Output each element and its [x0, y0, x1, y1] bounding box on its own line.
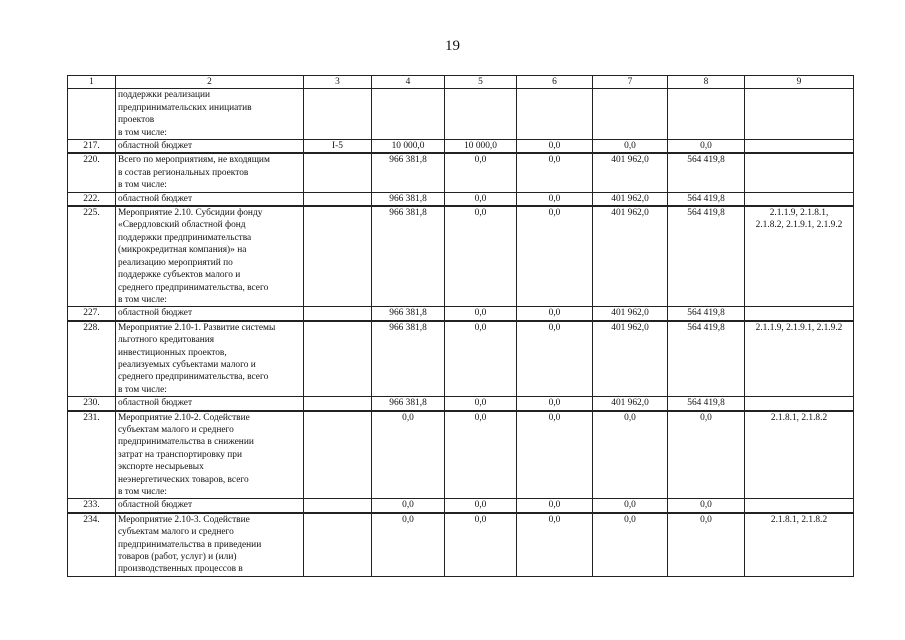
row-number-cell-text: 234. [83, 514, 100, 525]
row-value-col7-cell-text: 0,0 [624, 500, 636, 511]
row-value-col8-cell-text: 0,0 [700, 500, 712, 511]
row-value-col8-cell-text: 564 419,8 [687, 193, 725, 204]
row-value-col7-cell [593, 513, 668, 577]
row-value-col5-cell-text: 0,0 [474, 322, 487, 333]
row-number-cell-text: 222. [83, 193, 100, 204]
table-row [68, 499, 854, 513]
header-cell-7: 7 [593, 76, 668, 89]
row-value-col5-cell [445, 307, 517, 321]
row-name-cell [116, 411, 304, 499]
row-value-col4-cell-text: 966 381,8 [389, 208, 427, 219]
row-number-cell [68, 411, 116, 499]
table-row [68, 89, 854, 140]
table-header-row [68, 76, 854, 89]
row-value-col7-cell [593, 397, 668, 411]
row-value-col7-cell [593, 153, 668, 192]
row-number-cell [68, 140, 116, 154]
table-row [68, 397, 854, 411]
row-value-col6-cell-text: 0,0 [548, 141, 561, 152]
row-value-col4-cell-text: 10 000,0 [391, 141, 425, 152]
row-value-col7-cell-text: 401 962,0 [611, 193, 649, 204]
row-value-col5-cell-text: 10 000,0 [464, 141, 497, 152]
row-number-cell [68, 89, 116, 140]
row-value-col8-cell-text: 564 419,8 [687, 208, 725, 219]
row-number-cell [68, 397, 116, 411]
row-value-col6-cell-text: 0,0 [548, 155, 561, 166]
row-links-cell-text: 2.1.8.1, 2.1.8.2 [770, 514, 828, 525]
row-value-col5-cell-text: 0,0 [474, 208, 487, 219]
row-value-col5-cell [445, 140, 517, 154]
row-number-cell [68, 153, 116, 192]
row-value-col7-cell [593, 411, 668, 499]
row-value-col6-cell [517, 499, 593, 513]
row-name-cell [116, 140, 304, 154]
row-value-col4-cell [372, 499, 445, 513]
row-links-cell [745, 411, 854, 499]
row-value-col8-cell-text: 0,0 [700, 412, 712, 423]
row-number-cell-text: 227. [83, 308, 100, 319]
row-name-cell-text: областной бюджет [118, 141, 193, 152]
row-value-col8-cell [668, 89, 745, 140]
row-value-col6-cell-text: 0,0 [548, 398, 561, 409]
row-name-cell-text: Мероприятие 2.10. Субсидии фонду «Свердловский областной фонд поддержки предпринимательства (микрокредитная компания)» на реализацию мероприятий по поддержке субъектов малого и среднего предпринимательства, всего в том числе: [118, 208, 269, 305]
row-number-cell-text: 225. [83, 208, 100, 219]
row-value-col5-cell-text: 0,0 [474, 193, 487, 204]
row-value-col7-cell [593, 307, 668, 321]
budget-table [67, 75, 854, 577]
row-value-col7-cell-text: 401 962,0 [611, 208, 649, 219]
row-name-cell [116, 206, 304, 307]
row-value-col4-cell-text: 0,0 [402, 412, 414, 423]
row-links-cell [745, 192, 854, 206]
row-name-cell [116, 513, 304, 577]
row-links-cell [745, 499, 854, 513]
row-value-col8-cell [668, 397, 745, 411]
row-value-col4-cell-text: 0,0 [402, 500, 414, 511]
row-value-col4-cell [372, 206, 445, 307]
row-code-cell [304, 499, 372, 513]
row-value-col5-cell-text: 0,0 [474, 308, 487, 319]
row-value-col4-cell [372, 397, 445, 411]
row-value-col4-cell [372, 192, 445, 206]
row-value-col8-cell-text: 564 419,8 [687, 398, 725, 409]
table-row [68, 206, 854, 307]
row-name-cell [116, 397, 304, 411]
row-name-cell-text: Мероприятие 2.10-3. Содействие субъектам малого и среднего предпринимательства в приведении товаров (работ, услуг) и (или) производственных процессов в [118, 514, 262, 575]
row-value-col8-cell [668, 321, 745, 397]
row-value-col4-cell-text: 966 381,8 [389, 322, 427, 333]
row-value-col4-cell-text: 0,0 [402, 514, 414, 525]
row-name-cell-text: поддержки реализации предпринимательских инициатив проектов в том числе: [118, 90, 252, 138]
header-cell-4: 4 [372, 76, 445, 89]
header-cell-9: 9 [745, 76, 854, 89]
row-number-cell [68, 192, 116, 206]
row-value-col7-cell-text: 401 962,0 [611, 308, 649, 319]
row-name-cell [116, 499, 304, 513]
row-value-col7-cell-text: 401 962,0 [611, 322, 649, 333]
header-cell-5: 5 [445, 76, 517, 89]
row-name-cell-text: областной бюджет [118, 193, 193, 204]
row-value-col6-cell [517, 513, 593, 577]
row-value-col7-cell [593, 192, 668, 206]
table-row [68, 153, 854, 192]
table-row [68, 513, 854, 577]
row-value-col8-cell [668, 206, 745, 307]
row-value-col5-cell [445, 153, 517, 192]
row-value-col5-cell [445, 499, 517, 513]
table-row [68, 307, 854, 321]
row-value-col6-cell [517, 192, 593, 206]
row-value-col5-cell-text: 0,0 [474, 155, 487, 166]
row-links-cell-text: 2.1.8.1, 2.1.8.2 [770, 412, 828, 423]
row-value-col7-cell [593, 206, 668, 307]
row-value-col8-cell [668, 192, 745, 206]
row-value-col4-cell [372, 411, 445, 499]
row-value-col6-cell [517, 153, 593, 192]
row-value-col7-cell [593, 321, 668, 397]
row-value-col4-cell-text: 966 381,8 [389, 308, 427, 319]
row-number-cell [68, 206, 116, 307]
row-value-col6-cell [517, 321, 593, 397]
row-value-col5-cell [445, 192, 517, 206]
row-links-cell [745, 89, 854, 140]
row-links-cell [745, 513, 854, 577]
row-value-col7-cell-text: 0,0 [624, 141, 636, 152]
row-code-cell-text: I-5 [332, 141, 343, 152]
row-name-cell [116, 321, 304, 397]
row-value-col8-cell [668, 153, 745, 192]
table-row [68, 321, 854, 397]
row-code-cell [304, 153, 372, 192]
row-number-cell-text: 228. [83, 322, 100, 333]
row-value-col6-cell [517, 140, 593, 154]
row-value-col7-cell [593, 89, 668, 140]
row-number-cell-text: 220. [83, 155, 100, 166]
row-code-cell [304, 513, 372, 577]
row-value-col8-cell-text: 564 419,8 [687, 322, 725, 333]
header-cell-6: 6 [517, 76, 593, 89]
row-code-cell [304, 307, 372, 321]
row-value-col5-cell [445, 513, 517, 577]
row-value-col7-cell-text: 401 962,0 [611, 398, 649, 409]
row-number-cell-text: 233. [83, 500, 100, 511]
row-value-col8-cell-text: 0,0 [700, 514, 712, 525]
row-links-cell-text: 2.1.1.9, 2.1.8.1, 2.1.8.2, 2.1.9.1, 2.1.9.2 [755, 208, 843, 231]
row-value-col6-cell [517, 307, 593, 321]
row-value-col5-cell [445, 411, 517, 499]
row-value-col6-cell [517, 411, 593, 499]
row-code-cell [304, 140, 372, 154]
row-value-col8-cell-text: 564 419,8 [687, 308, 725, 319]
row-value-col7-cell [593, 499, 668, 513]
table-row [68, 411, 854, 499]
row-value-col8-cell-text: 0,0 [700, 141, 712, 152]
row-value-col5-cell [445, 206, 517, 307]
row-value-col7-cell [593, 140, 668, 154]
row-value-col6-cell-text: 0,0 [548, 500, 561, 511]
row-code-cell [304, 411, 372, 499]
row-value-col6-cell-text: 0,0 [548, 308, 561, 319]
row-links-cell [745, 206, 854, 307]
row-value-col7-cell-text: 0,0 [624, 412, 636, 423]
row-value-col5-cell [445, 321, 517, 397]
row-links-cell [745, 307, 854, 321]
row-code-cell [304, 321, 372, 397]
row-value-col6-cell-text: 0,0 [548, 514, 561, 525]
row-code-cell [304, 397, 372, 411]
row-value-col5-cell [445, 89, 517, 140]
row-value-col6-cell-text: 0,0 [548, 208, 561, 219]
row-value-col8-cell [668, 411, 745, 499]
row-value-col8-cell [668, 140, 745, 154]
row-name-cell-text: областной бюджет [118, 398, 193, 409]
row-name-cell-text: Мероприятие 2.10-1. Развитие системы льготного кредитования инвестиционных проектов, реализуемых субъектами малого и среднего предпринимательства, всего в том числе: [118, 322, 276, 395]
row-name-cell-text: областной бюджет [118, 500, 193, 511]
row-value-col6-cell [517, 89, 593, 140]
header-cell-8: 8 [668, 76, 745, 89]
header-cell-2: 2 [116, 76, 304, 89]
row-value-col7-cell-text: 401 962,0 [611, 155, 649, 166]
row-value-col5-cell-text: 0,0 [474, 514, 487, 525]
row-name-cell-text: Всего по мероприятиям, не входящим в состав региональных проектов в том числе: [118, 155, 270, 191]
row-value-col4-cell [372, 307, 445, 321]
row-number-cell [68, 321, 116, 397]
row-value-col8-cell [668, 307, 745, 321]
row-number-cell [68, 513, 116, 577]
row-value-col5-cell-text: 0,0 [474, 500, 487, 511]
row-value-col5-cell-text: 0,0 [474, 412, 487, 423]
header-cell-1: 1 [68, 76, 116, 89]
row-value-col6-cell-text: 0,0 [548, 412, 561, 423]
row-name-cell-text: областной бюджет [118, 308, 193, 319]
row-value-col5-cell [445, 397, 517, 411]
row-value-col4-cell [372, 140, 445, 154]
row-value-col8-cell [668, 499, 745, 513]
row-name-cell-text: Мероприятие 2.10-2. Содействие субъектам малого и среднего предпринимательства в снижении затрат на транспортировку при экспорте несырьевых неэнергетических товаров, всего в том числе: [118, 412, 254, 497]
row-value-col7-cell-text: 0,0 [624, 514, 636, 525]
table-row [68, 140, 854, 154]
row-value-col6-cell-text: 0,0 [548, 322, 561, 333]
row-name-cell [116, 89, 304, 140]
header-cell-3: 3 [304, 76, 372, 89]
row-code-cell [304, 206, 372, 307]
row-value-col6-cell-text: 0,0 [548, 193, 561, 204]
row-code-cell [304, 89, 372, 140]
row-value-col4-cell-text: 966 381,8 [389, 398, 427, 409]
row-name-cell [116, 153, 304, 192]
row-links-cell [745, 153, 854, 192]
row-number-cell [68, 499, 116, 513]
row-links-cell [745, 321, 854, 397]
row-name-cell [116, 307, 304, 321]
row-value-col5-cell-text: 0,0 [474, 398, 487, 409]
row-value-col6-cell [517, 397, 593, 411]
row-value-col8-cell [668, 513, 745, 577]
table-row [68, 192, 854, 206]
row-value-col8-cell-text: 564 419,8 [687, 155, 725, 166]
row-number-cell-text: 230. [83, 398, 100, 409]
row-links-cell [745, 140, 854, 154]
row-code-cell [304, 192, 372, 206]
row-value-col4-cell [372, 513, 445, 577]
row-number-cell [68, 307, 116, 321]
table-body [68, 76, 854, 577]
row-value-col4-cell [372, 153, 445, 192]
row-value-col4-cell-text: 966 381,8 [389, 155, 427, 166]
row-number-cell-text: 231. [83, 412, 100, 423]
row-name-cell [116, 192, 304, 206]
row-value-col6-cell [517, 206, 593, 307]
row-value-col4-cell-text: 966 381,8 [389, 193, 427, 204]
page-number: 19 [445, 38, 460, 54]
row-number-cell-text: 217. [83, 141, 100, 152]
row-links-cell-text: 2.1.1.9, 2.1.9.1, 2.1.9.2 [755, 322, 843, 333]
row-value-col4-cell [372, 89, 445, 140]
row-value-col4-cell [372, 321, 445, 397]
row-links-cell [745, 397, 854, 411]
